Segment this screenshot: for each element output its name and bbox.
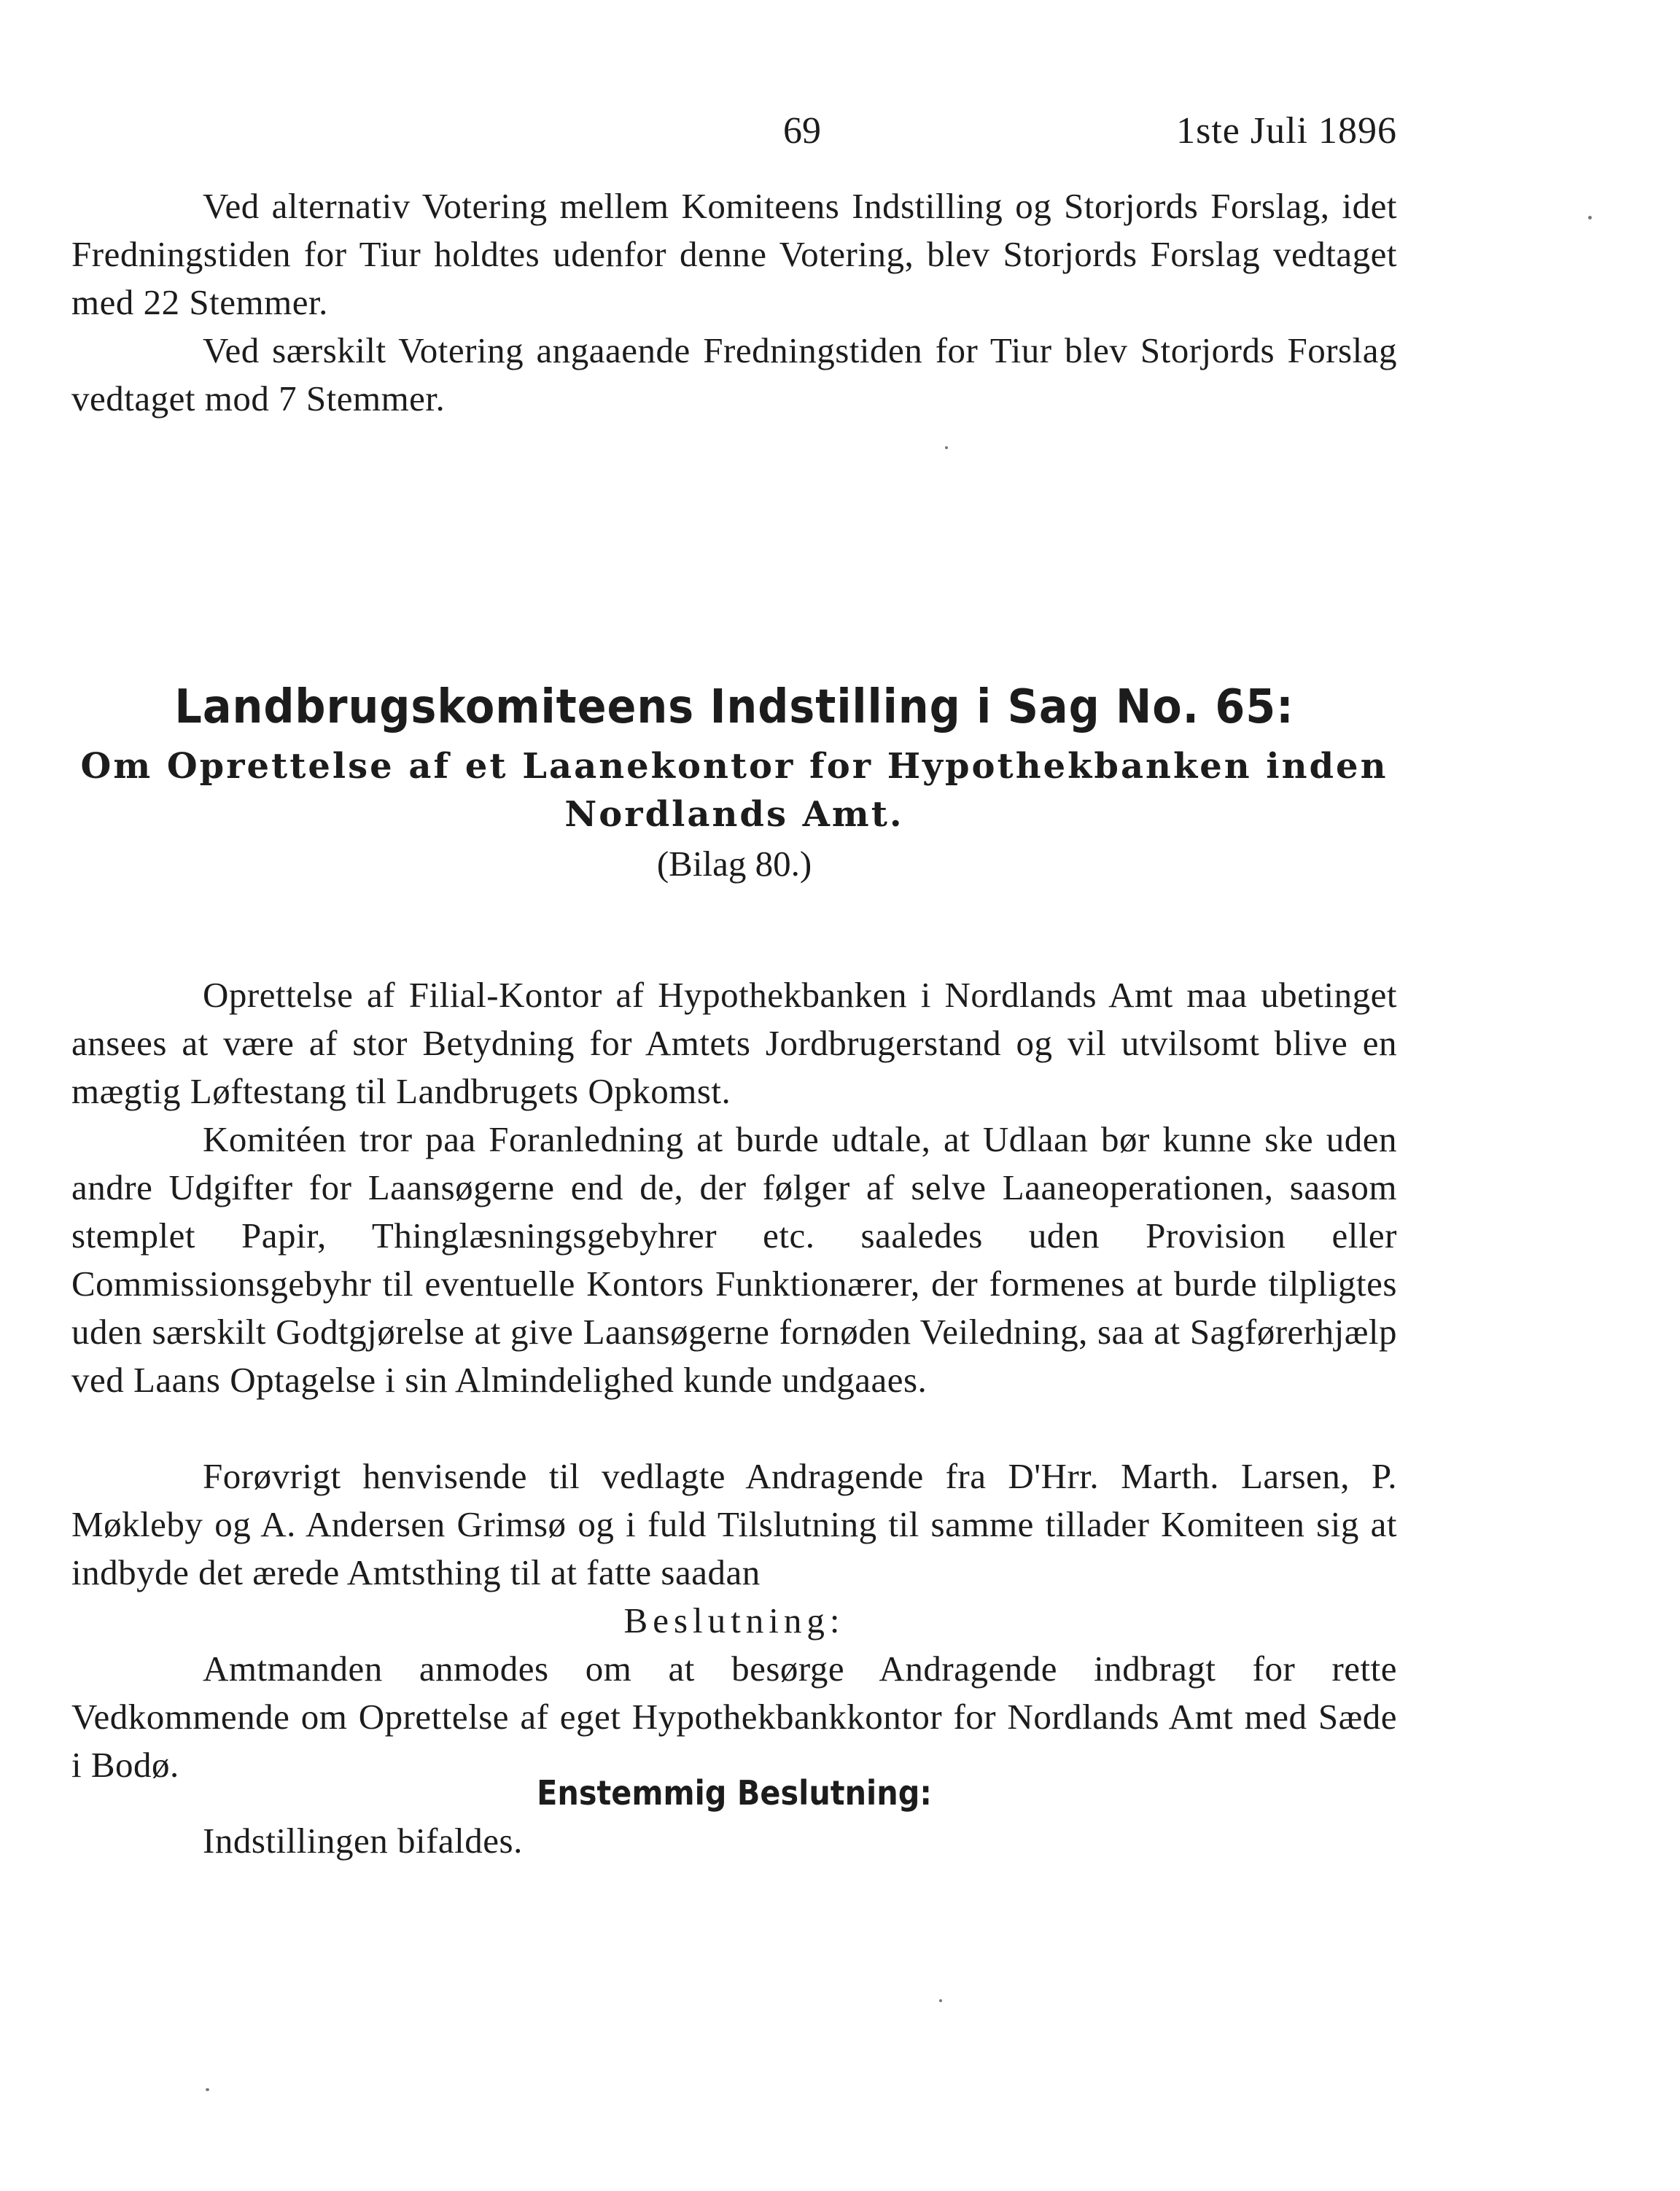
page-header bbox=[71, 109, 1397, 153]
decision-text: Amtmanden anmodes om at besørge Andragende indbragt for rette Vedkommende om Oprettelse af eget Hypothekbankkontor for Nordlands Amt med Sæde i Bodø. bbox=[71, 1649, 1397, 1785]
page-number: 69 bbox=[783, 110, 821, 152]
section-bilag: (Bilag 80.) bbox=[656, 844, 812, 884]
final-decision-text: Indstillingen bifaldes. bbox=[203, 1821, 523, 1861]
section-title: Landbrugskomiteens Indstilling i Sag No. 65: bbox=[174, 680, 1294, 734]
paragraph-oprettelse: Oprettelse af Filial-Kontor af Hypothekbanken i Nordlands Amt maa ubetinget ansees at være af stor Betydning for Amtets Jordbrugerstand og vil utvilsomt blive en mægtig Løftestang til Landbrugets Opkomst. bbox=[71, 975, 1397, 1111]
paragraph-komiteen: Komitéen tror paa Foranledning at burde udtale, at Udlaan bør kunne ske uden andre Udgifter for Laansøgerne end de, der følger af selve Laaneoperationen, saasom stemplet Papir, Thinglæsningsgebyhrer etc. saaledes uden Provision eller Commissionsgebyhr til eventuelle Kontors Funktionærer, der formenes at burde tilpligtes uden særskilt Godtgjørelse at give Laansøgerne fornøden Veiledning, saa at Sagførerhjælp ved Laans Optagelse i sin Almindelighed kunde undgaaes. bbox=[71, 1119, 1397, 1400]
decision-label: Beslutning: bbox=[623, 1600, 845, 1641]
page-date: 1ste Juli 1896 bbox=[1176, 110, 1397, 152]
scan-speck bbox=[1588, 216, 1592, 219]
paragraph-forovrigt: Forøvrigt henvisende til vedlagte Andragende fra D'Hrr. Marth. Larsen, P. Møkleby og A. Andersen Grimsø og i fuld Tilslutning til samme tillader Komiteen sig at indbyde det ærede Amtsthing til at fatte saadan bbox=[71, 1456, 1397, 1592]
paragraph-votering-2: Ved særskilt Votering angaaende Fredningstiden for Tiur blev Storjords Forslag vedtaget mod 7 Stemmer. bbox=[71, 330, 1397, 419]
unanimous-decision-label: Enstemmig Beslutning: bbox=[537, 1773, 932, 1813]
scan-speck bbox=[945, 446, 948, 449]
scan-speck bbox=[206, 2088, 209, 2091]
section-subtitle: Om Oprettelse af et Laanekontor for Hypothekbanken inden Nordlands Amt. bbox=[80, 746, 1388, 835]
scan-speck bbox=[939, 1999, 942, 2002]
paragraph-votering-1: Ved alternativ Votering mellem Komiteens Indstilling og Storjords Forslag, idet Fredningstiden for Tiur holdtes udenfor denne Votering, blev Storjords Forslag vedtaget med 22 Stemmer. bbox=[71, 186, 1397, 322]
